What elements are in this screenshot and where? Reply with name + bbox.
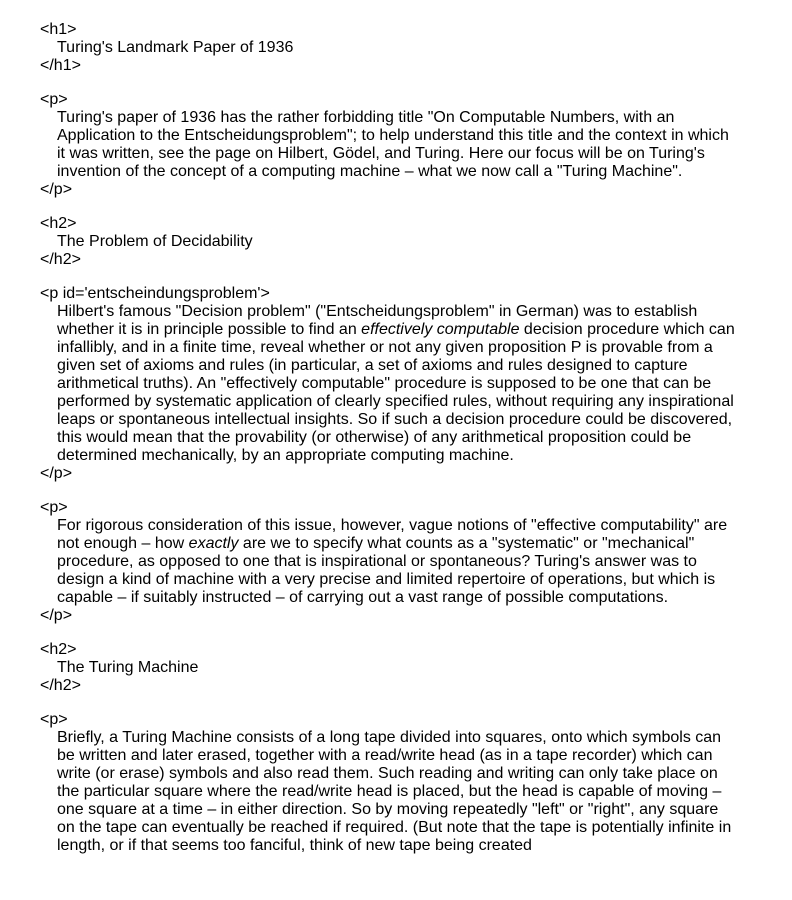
p-open-tag-with-id: <p id='entscheindungsproblem'> [40,285,270,302]
text-segment: are we to specify what counts as a "systematic" or "mechanical" procedure, as opposed to one that is inspirational or spontaneous? Turing's answer was to design a kind of machine with a very precise and limited repertoire of operations, but which is capable – if suitably instructed – of carrying out a vast range of possible computations. [57,535,716,606]
paragraph-entscheidungsproblem-text [40,303,740,465]
p-close-tag: </p> [40,181,73,198]
text-segment: For rigorous consideration of this issue, however, vague notions of "effective computability" are not enough – how [57,517,728,552]
emphasis-text: exactly [188,535,239,552]
h2-turing-machine-block [40,641,740,695]
spacer [40,269,740,285]
h1-block [40,21,740,75]
p-close-tag: </p> [40,607,73,624]
h1-open-tag: <h1> [40,21,77,38]
paragraph-intro [40,91,740,199]
spacer [40,695,740,711]
h2-turing-machine-text: The Turing Machine [57,659,199,676]
h2-close-tag: </h2> [40,677,81,694]
spacer [40,625,740,641]
p-close-tag: </p> [40,465,73,482]
h2-open-tag: <h2> [40,215,77,232]
h2-open-tag: <h2> [40,641,77,658]
h1-close-tag: </h1> [40,57,81,74]
spacer [40,75,740,91]
text-segment: Hilbert's famous "Decision problem" ("Entscheidungsproblem" in German) was to establish whether it is in principle possible to find an [57,303,698,338]
h2-close-tag: </h2> [40,251,81,268]
p-open-tag: <p> [40,499,68,516]
spacer [40,483,740,499]
text-segment: decision procedure which can infallibly, and in a finite time, reveal whether or not any given proposition P is provable from a given set of axioms and rules (in particular, a set of axioms and rules designed to capture arithmetical truths). An "effectively computable" procedure is supposed to be one that can be performed by systematic application of clearly specified rules, without requiring any inspirational leaps or spontaneous intellectual insights. So if such a decision procedure could be discovered, this would mean that the provability (or otherwise) of any arithmetical proposition could be determined mechanically, by an appropriate computing machine. [57,321,735,464]
paragraph-intro-text: Turing's paper of 1936 has the rather forbidding title "On Computable Numbers, with an Application to the Entscheidungsproblem"; to help understand this title and the context in which it was written, see the page on Hilbert, Gödel, and Turing. Here our focus will be on Turing's invention of the concept of a computing machine – what we now call a "Turing Machine". [57,109,729,180]
h2-decidability-block [40,215,740,269]
paragraph-rigorous-text [40,517,740,607]
paragraph-briefly-text: Briefly, a Turing Machine consists of a long tape divided into squares, onto which symbols can be written and later erased, together with a read/write head (as in a tape recorder) which can write (or erase) symbols and also read them. Such reading and writing can only take place on the particular square where the read/write head is placed, but the head is capable of moving – one square at a time – in either direction. So by moving repeatedly "left" or "right", any square on the tape can eventually be reached if required. (But note that the tape is potentially infinite in length, or if that seems too fanciful, think of new tape being created [57,729,732,854]
h1-text: Turing's Landmark Paper of 1936 [57,39,294,56]
emphasis-text: effectively computable [361,321,520,338]
p-open-tag: <p> [40,711,68,728]
p-open-tag: <p> [40,91,68,108]
paragraph-entscheidungsproblem [40,285,740,483]
paragraph-rigorous [40,499,740,625]
spacer [40,199,740,215]
h2-decidability-text: The Problem of Decidability [57,233,253,250]
document-source-view [40,21,740,855]
paragraph-briefly [40,711,740,855]
